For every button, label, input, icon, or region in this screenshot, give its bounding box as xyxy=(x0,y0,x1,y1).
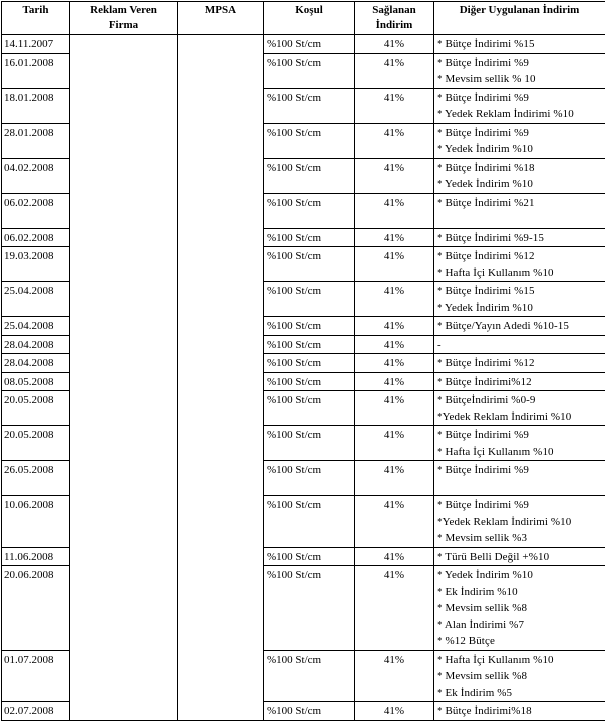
cell-other-discount xyxy=(434,372,605,391)
cell-mpsa xyxy=(178,35,264,54)
cell-mpsa xyxy=(178,247,264,282)
table-row xyxy=(2,650,605,702)
other-discount-line xyxy=(437,211,603,228)
table-row xyxy=(2,282,605,317)
cell-firm xyxy=(70,317,178,336)
cell-mpsa xyxy=(178,354,264,373)
cell-mpsa xyxy=(178,317,264,336)
cell-other-discount xyxy=(434,228,605,247)
cell-date: 20.05.2008 xyxy=(2,391,70,426)
cell-date: 10.06.2008 xyxy=(2,496,70,548)
header-other-discount: Diğer Uygulanan İndirim xyxy=(434,2,605,35)
cell-condition: %100 St/cm xyxy=(264,53,355,88)
other-discount-line: * Bütçe İndirimi %9 xyxy=(437,462,603,479)
cell-mpsa xyxy=(178,566,264,651)
cell-other-discount xyxy=(434,35,605,54)
table-row xyxy=(2,88,605,123)
cell-other-discount xyxy=(434,547,605,566)
cell-firm xyxy=(70,566,178,651)
table-row xyxy=(2,247,605,282)
cell-other-discount xyxy=(434,335,605,354)
table-row xyxy=(2,123,605,158)
other-discount-line: * Bütçe İndirimi %12 xyxy=(437,355,603,372)
cell-firm xyxy=(70,228,178,247)
cell-firm xyxy=(70,282,178,317)
cell-other-discount xyxy=(434,158,605,193)
cell-date: 20.05.2008 xyxy=(2,426,70,461)
other-discount-line: * Alan İndirimi %7 xyxy=(437,617,603,634)
cell-date: 25.04.2008 xyxy=(2,282,70,317)
cell-date: 06.02.2008 xyxy=(2,228,70,247)
cell-discount: 41% xyxy=(355,426,434,461)
other-discount-line: * Bütçe İndirimi %15 xyxy=(437,283,603,300)
cell-firm xyxy=(70,354,178,373)
cell-firm xyxy=(70,53,178,88)
cell-firm xyxy=(70,123,178,158)
cell-mpsa xyxy=(178,650,264,702)
cell-other-discount xyxy=(434,53,605,88)
cell-date: 01.07.2008 xyxy=(2,650,70,702)
cell-mpsa xyxy=(178,547,264,566)
cell-other-discount xyxy=(434,354,605,373)
cell-firm xyxy=(70,461,178,496)
cell-discount: 41% xyxy=(355,193,434,228)
cell-discount: 41% xyxy=(355,335,434,354)
cell-condition: %100 St/cm xyxy=(264,123,355,158)
cell-date: 28.04.2008 xyxy=(2,354,70,373)
cell-firm xyxy=(70,496,178,548)
cell-mpsa xyxy=(178,228,264,247)
cell-mpsa xyxy=(178,461,264,496)
other-discount-line: * %12 Bütçe xyxy=(437,633,603,650)
header-discount: Sağlanan İndirim xyxy=(355,2,434,35)
cell-firm xyxy=(70,547,178,566)
cell-other-discount xyxy=(434,426,605,461)
cell-discount: 41% xyxy=(355,547,434,566)
cell-condition: %100 St/cm xyxy=(264,461,355,496)
other-discount-line: * Yedek Reklam İndirimi %10 xyxy=(437,106,603,123)
cell-date: 28.01.2008 xyxy=(2,123,70,158)
cell-condition: %100 St/cm xyxy=(264,193,355,228)
other-discount-line: * Hafta İçi Kullanım %10 xyxy=(437,265,603,282)
table-row xyxy=(2,372,605,391)
table-row xyxy=(2,193,605,228)
other-discount-line: * Bütçe İndirimi %9 xyxy=(437,90,603,107)
other-discount-line: * Bütçe İndirimi %9 xyxy=(437,55,603,72)
other-discount-line: * Türü Belli Değil +%10 xyxy=(437,549,603,566)
cell-other-discount xyxy=(434,650,605,702)
other-discount-line: * Yedek İndirim %10 xyxy=(437,176,603,193)
cell-mpsa xyxy=(178,193,264,228)
cell-firm xyxy=(70,650,178,702)
cell-firm xyxy=(70,372,178,391)
cell-discount: 41% xyxy=(355,158,434,193)
cell-discount: 41% xyxy=(355,702,434,721)
cell-date: 28.04.2008 xyxy=(2,335,70,354)
other-discount-line: * Yedek İndirim %10 xyxy=(437,300,603,317)
cell-mpsa xyxy=(178,391,264,426)
cell-mpsa xyxy=(178,123,264,158)
cell-condition: %100 St/cm xyxy=(264,354,355,373)
cell-firm xyxy=(70,247,178,282)
cell-discount: 41% xyxy=(355,247,434,282)
cell-other-discount xyxy=(434,702,605,721)
cell-date: 18.01.2008 xyxy=(2,88,70,123)
cell-condition: %100 St/cm xyxy=(264,496,355,548)
cell-mpsa xyxy=(178,426,264,461)
cell-firm xyxy=(70,702,178,721)
cell-condition: %100 St/cm xyxy=(264,372,355,391)
other-discount-line: * Bütçe İndirimi %15 xyxy=(437,36,603,53)
table-row xyxy=(2,317,605,336)
cell-date: 14.11.2007 xyxy=(2,35,70,54)
table-row xyxy=(2,461,605,496)
cell-date: 19.03.2008 xyxy=(2,247,70,282)
cell-condition: %100 St/cm xyxy=(264,335,355,354)
other-discount-line: * Ek İndirim %5 xyxy=(437,685,603,702)
cell-other-discount xyxy=(434,461,605,496)
other-discount-line: *Yedek Reklam İndirimi %10 xyxy=(437,409,603,426)
other-discount-line: - xyxy=(437,337,603,354)
other-discount-line: * Yedek İndirim %10 xyxy=(437,141,603,158)
cell-condition: %100 St/cm xyxy=(264,702,355,721)
cell-firm xyxy=(70,391,178,426)
cell-firm xyxy=(70,426,178,461)
cell-date: 16.01.2008 xyxy=(2,53,70,88)
cell-condition: %100 St/cm xyxy=(264,317,355,336)
other-discount-line: * Bütçe İndirimi%12 xyxy=(437,374,603,391)
cell-discount: 41% xyxy=(355,391,434,426)
other-discount-line: * Bütçe İndirimi %18 xyxy=(437,160,603,177)
cell-firm xyxy=(70,158,178,193)
cell-other-discount xyxy=(434,193,605,228)
cell-firm xyxy=(70,335,178,354)
other-discount-line: * Yedek İndirim %10 xyxy=(437,567,603,584)
cell-discount: 41% xyxy=(355,123,434,158)
cell-condition: %100 St/cm xyxy=(264,228,355,247)
cell-mpsa xyxy=(178,53,264,88)
cell-discount: 41% xyxy=(355,461,434,496)
cell-mpsa xyxy=(178,282,264,317)
cell-mpsa xyxy=(178,88,264,123)
cell-discount: 41% xyxy=(355,88,434,123)
table-row xyxy=(2,335,605,354)
discount-table xyxy=(1,1,605,721)
other-discount-line: * Mevsim sellik %3 xyxy=(437,530,603,547)
other-discount-line: * Bütçe/Yayın Adedi %10-15 xyxy=(437,318,603,335)
cell-discount: 41% xyxy=(355,228,434,247)
table-row xyxy=(2,35,605,54)
table-row xyxy=(2,158,605,193)
cell-firm xyxy=(70,88,178,123)
cell-other-discount xyxy=(434,317,605,336)
cell-condition: %100 St/cm xyxy=(264,547,355,566)
cell-firm xyxy=(70,35,178,54)
cell-discount: 41% xyxy=(355,317,434,336)
other-discount-line: * Bütçe İndirimi %9-15 xyxy=(437,230,603,247)
cell-discount: 41% xyxy=(355,566,434,651)
cell-other-discount xyxy=(434,282,605,317)
other-discount-line: * Bütçe İndirimi %9 xyxy=(437,497,603,514)
cell-date: 08.05.2008 xyxy=(2,372,70,391)
cell-discount: 41% xyxy=(355,282,434,317)
header-date: Tarih xyxy=(2,2,70,35)
cell-discount: 41% xyxy=(355,372,434,391)
cell-firm xyxy=(70,193,178,228)
other-discount-line: * Bütçe İndirimi%18 xyxy=(437,703,603,720)
cell-discount: 41% xyxy=(355,354,434,373)
cell-condition: %100 St/cm xyxy=(264,566,355,651)
table-row xyxy=(2,702,605,721)
cell-date: 04.02.2008 xyxy=(2,158,70,193)
cell-mpsa xyxy=(178,496,264,548)
cell-mpsa xyxy=(178,158,264,193)
other-discount-line: * Bütçe İndirimi %12 xyxy=(437,248,603,265)
other-discount-line: * Bütçeİndirimi %0-9 xyxy=(437,392,603,409)
other-discount-line: * Bütçe İndirimi %9 xyxy=(437,125,603,142)
other-discount-line: *Yedek Reklam İndirimi %10 xyxy=(437,514,603,531)
other-discount-line: * Hafta İçi Kullanım %10 xyxy=(437,444,603,461)
cell-date: 06.02.2008 xyxy=(2,193,70,228)
cell-date: 26.05.2008 xyxy=(2,461,70,496)
cell-date: 20.06.2008 xyxy=(2,566,70,651)
header-firm: Reklam Veren Firma xyxy=(70,2,178,35)
other-discount-line: * Bütçe İndirimi %9 xyxy=(437,427,603,444)
cell-condition: %100 St/cm xyxy=(264,88,355,123)
other-discount-line: * Bütçe İndirimi %21 xyxy=(437,195,603,212)
table-row xyxy=(2,391,605,426)
header-row xyxy=(2,2,605,35)
cell-other-discount xyxy=(434,247,605,282)
cell-mpsa xyxy=(178,702,264,721)
cell-condition: %100 St/cm xyxy=(264,158,355,193)
table-row xyxy=(2,228,605,247)
other-discount-line: * Mevsim sellik %8 xyxy=(437,668,603,685)
other-discount-line: * Hafta İçi Kullanım %10 xyxy=(437,652,603,669)
cell-other-discount xyxy=(434,496,605,548)
cell-condition: %100 St/cm xyxy=(264,35,355,54)
cell-other-discount xyxy=(434,391,605,426)
cell-mpsa xyxy=(178,335,264,354)
header-mpsa: MPSA xyxy=(178,2,264,35)
header-condition: Koşul xyxy=(264,2,355,35)
cell-condition: %100 St/cm xyxy=(264,391,355,426)
table-row xyxy=(2,426,605,461)
cell-other-discount xyxy=(434,123,605,158)
cell-mpsa xyxy=(178,372,264,391)
cell-discount: 41% xyxy=(355,650,434,702)
cell-date: 02.07.2008 xyxy=(2,702,70,721)
cell-condition: %100 St/cm xyxy=(264,650,355,702)
other-discount-line: * Ek İndirim %10 xyxy=(437,584,603,601)
table-row xyxy=(2,354,605,373)
cell-discount: 41% xyxy=(355,496,434,548)
table-row xyxy=(2,53,605,88)
other-discount-line: * Mevsim sellik % 10 xyxy=(437,71,603,88)
cell-condition: %100 St/cm xyxy=(264,247,355,282)
cell-discount: 41% xyxy=(355,35,434,54)
cell-condition: %100 St/cm xyxy=(264,282,355,317)
cell-date: 11.06.2008 xyxy=(2,547,70,566)
cell-discount: 41% xyxy=(355,53,434,88)
table-row xyxy=(2,547,605,566)
table-row xyxy=(2,496,605,548)
cell-condition: %100 St/cm xyxy=(264,426,355,461)
other-discount-line: * Mevsim sellik %8 xyxy=(437,600,603,617)
table-row xyxy=(2,566,605,651)
cell-other-discount xyxy=(434,88,605,123)
cell-other-discount xyxy=(434,566,605,651)
cell-date: 25.04.2008 xyxy=(2,317,70,336)
other-discount-line xyxy=(437,479,603,496)
